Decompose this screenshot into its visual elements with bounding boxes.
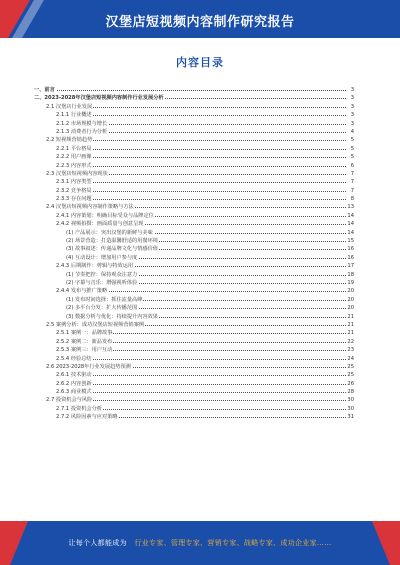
toc-entry-label: 2.7 投资机会与风险 xyxy=(46,397,93,404)
toc-entry[interactable] xyxy=(34,396,354,404)
toc-entry[interactable] xyxy=(34,254,354,262)
toc-leader-dots xyxy=(56,191,346,192)
toc-entry-label: 2.7.1 投资机会分析 xyxy=(56,405,102,412)
toc-leader-dots xyxy=(56,359,346,360)
toc-page-number: 20 xyxy=(347,288,354,295)
toc-entry-label: 2.2.2 用户画像 xyxy=(56,154,92,161)
toc-page-number: 5 xyxy=(350,154,354,161)
toc-page-number: 16 xyxy=(347,254,354,261)
toc-page-number: 16 xyxy=(347,246,354,253)
toc-leader-dots xyxy=(56,182,346,183)
toc-entry-label: 2.7.2 风险因素与应对策略 xyxy=(56,414,118,421)
toc-entry[interactable] xyxy=(34,136,354,144)
toc-leader-dots xyxy=(56,115,346,116)
toc-entry[interactable] xyxy=(34,111,354,119)
toc-page-number: 25 xyxy=(347,363,354,370)
toc-entry-label: 2.3.1 内容类型 xyxy=(56,179,92,186)
toc-entry[interactable] xyxy=(34,346,354,354)
toc-page-number: 30 xyxy=(347,405,354,412)
toc-page-number: 3 xyxy=(350,120,354,127)
toc-page-number: 25 xyxy=(347,372,354,379)
toc-page-number: 3 xyxy=(350,95,354,102)
toc-page-number: 24 xyxy=(347,355,354,362)
toc-page-number: 4 xyxy=(350,128,354,135)
toc-entry-label: 2.2.1 平台格局 xyxy=(56,145,92,152)
toc-entry[interactable] xyxy=(34,195,354,203)
toc-entry-label: 2.6.2 内容创新 xyxy=(56,380,92,387)
toc-leader-dots xyxy=(56,392,346,393)
toc-page-number: 15 xyxy=(347,238,354,245)
toc-page-number: 19 xyxy=(347,279,354,286)
toc-page-number: 26 xyxy=(347,380,354,387)
toc-page-number: 20 xyxy=(347,305,354,312)
toc-page-number: 31 xyxy=(347,414,354,421)
toc-entry-label: 2.5.3 案例三：用户互动 xyxy=(56,347,113,354)
toc-entry-label: 2.1.2 市场规模与增长 xyxy=(56,120,108,127)
toc-entry[interactable] xyxy=(34,212,354,220)
toc-entry[interactable] xyxy=(34,153,354,161)
toc-page-number: 21 xyxy=(347,313,354,320)
toc-entry[interactable] xyxy=(34,380,354,388)
toc-page-number: 28 xyxy=(347,389,354,396)
toc-entry-label: 2.6.3 商业模式 xyxy=(56,389,92,396)
toc-entry-label: 2.3.3 存在问题 xyxy=(56,196,92,203)
toc-entry-label: 2.2 短视频营销趋势 xyxy=(46,137,93,144)
toc-entry[interactable] xyxy=(34,162,354,170)
footer-slogan xyxy=(0,538,400,548)
toc-entry[interactable] xyxy=(34,145,354,153)
toc-entry[interactable] xyxy=(34,245,354,253)
toc-leader-dots xyxy=(56,149,346,150)
toc-entry[interactable] xyxy=(34,203,354,211)
toc-page-number: 18 xyxy=(347,271,354,278)
toc-entry-label: 2.1 汉堡店行业发展 xyxy=(46,103,93,110)
toc-entry[interactable] xyxy=(34,178,354,186)
toc-leader-dots xyxy=(56,157,346,158)
toc-entry[interactable] xyxy=(34,170,354,178)
toc-entry[interactable] xyxy=(34,120,354,128)
toc-page-number: 3 xyxy=(350,112,354,119)
toc-entry-label: 2.4 汉堡店短视频内容制作策略与方法 xyxy=(46,204,134,211)
toc-entry[interactable] xyxy=(34,187,354,195)
toc-entry-label: 二、2023-2028年汉堡店短视频内容制作行业发展分析 xyxy=(34,95,164,102)
toc-page-number: 21 xyxy=(347,321,354,328)
report-title: 汉堡店短视频内容制作研究报告 xyxy=(105,15,295,30)
toc-page-number: 14 xyxy=(347,221,354,228)
toc-page-number: 7 xyxy=(350,170,354,177)
toc-entry-label: 2.4.3 后期制作：剪辑与特效运用 xyxy=(56,263,134,270)
toc-entry[interactable] xyxy=(34,313,354,321)
toc-entry[interactable] xyxy=(34,287,354,295)
toc-page-number: 23 xyxy=(347,347,354,354)
toc-entry-label: (2) 多平台分发：扩大传播范围 xyxy=(66,305,138,312)
toc-entry-label: 一、前言 xyxy=(34,87,55,93)
toc-entry-label: 2.1.1 行业概述 xyxy=(56,112,92,119)
toc-entry[interactable] xyxy=(34,262,354,270)
toc-entry-label: 2.5.1 案例一：品牌故事 xyxy=(56,330,113,337)
toc-page-number: 7 xyxy=(350,179,354,186)
toc-entry-label: (3) 数据分析与优化：持续提升内容效果 xyxy=(66,313,158,320)
footer-lead: 让每个人都能成为 xyxy=(68,539,127,547)
toc-entry[interactable] xyxy=(34,94,354,102)
toc-entry[interactable] xyxy=(34,413,354,421)
toc-entry[interactable] xyxy=(34,304,354,312)
toc-page-number: 17 xyxy=(347,263,354,270)
toc-entry-label: 2.5.2 案例二：新品发布 xyxy=(56,338,113,345)
toc-entry-label: 2.3 汉堡店短视频内容现状 xyxy=(46,170,108,177)
toc-entry[interactable] xyxy=(34,355,354,363)
toc-entry[interactable] xyxy=(34,279,354,287)
toc-page-number: 5 xyxy=(350,145,354,152)
toc-page-number: 5 xyxy=(350,137,354,144)
toc-page-number: 13 xyxy=(347,204,354,211)
toc-page-number: 30 xyxy=(347,397,354,404)
toc-entry-label: 2.1.3 消费者行为分析 xyxy=(56,128,108,135)
toc-entry-label: (1) 产品展示：突出汉堡的新鲜与美味 xyxy=(66,229,153,236)
toc-entry[interactable] xyxy=(34,271,354,279)
toc-entry[interactable] xyxy=(34,388,354,396)
toc-entry-label: (4) 互动设计：增加用户参与度 xyxy=(66,254,138,261)
toc-leader-dots xyxy=(34,90,346,91)
report-header xyxy=(0,0,400,38)
report-footer xyxy=(0,521,400,565)
toc-page-number: 20 xyxy=(347,296,354,303)
toc-entry[interactable] xyxy=(34,321,354,329)
toc-entry-label: 2.4.1 内容策划：明确目标受众与品牌定位 xyxy=(56,212,154,219)
page-title: 内容目录 xyxy=(176,56,224,69)
toc-page-number: 7 xyxy=(350,187,354,194)
toc-entry[interactable] xyxy=(34,86,354,94)
toc-entry[interactable] xyxy=(34,128,354,136)
toc-entry-label: 2.4.4 发布与推广策略 xyxy=(56,288,108,295)
toc-entry-label: (2) 字幕与音乐：增强视听体验 xyxy=(66,279,138,286)
toc-entry-label: 2.3.2 竞争格局 xyxy=(56,187,92,194)
toc-page-number: 21 xyxy=(347,330,354,337)
toc-page-number: 3 xyxy=(350,103,354,110)
toc-entry-label: 2.6.1 技术驱动 xyxy=(56,372,92,379)
toc-page-number: 14 xyxy=(347,212,354,219)
toc-leader-dots xyxy=(56,384,346,385)
toc-entry[interactable] xyxy=(34,229,354,237)
toc-entry[interactable] xyxy=(34,371,354,379)
toc-leader-dots xyxy=(56,199,346,200)
toc-page-number: 14 xyxy=(347,229,354,236)
toc-entry-label: 2.4.2 视频拍摄：画面质量与创意呈现 xyxy=(56,221,144,228)
toc-entry[interactable] xyxy=(34,329,354,337)
toc-entry-label: (3) 故事叙述：传递品牌文化与情感价值 xyxy=(66,246,158,253)
toc-entry[interactable] xyxy=(34,103,354,111)
toc-entry[interactable] xyxy=(34,363,354,371)
toc-entry-label: 2.6 2023-2028年行业发展趋势预测 xyxy=(46,363,131,370)
toc-entry-label: 2.5.4 经验总结 xyxy=(56,355,92,362)
toc-entry[interactable] xyxy=(34,220,354,228)
toc-entry[interactable] xyxy=(34,338,354,346)
toc-page-number: 3 xyxy=(350,87,354,93)
toc-entry-label: (1) 发布时间选择：抓住流量高峰 xyxy=(66,296,143,303)
footer-roles: 行业专家、管理专家、营销专家、战略专家、成功企业家…… xyxy=(134,539,332,547)
toc-entry-label: 2.5 案例分析：成功汉堡店短视频营销案例 xyxy=(46,321,145,328)
table-of-contents xyxy=(34,86,354,422)
toc-page-number: 8 xyxy=(350,196,354,203)
toc-entry[interactable] xyxy=(34,237,354,245)
toc-page-number: 6 xyxy=(350,162,354,169)
toc-entry-label: (1) 节奏把控：保持观众注意力 xyxy=(66,271,138,278)
toc-page-number: 22 xyxy=(347,338,354,345)
toc-entry-label: 2.2.3 内容形式 xyxy=(56,162,92,169)
toc-entry-label: (2) 场景营造：打造温馨舒适的用餐环境 xyxy=(66,238,158,245)
toc-leader-dots xyxy=(56,166,346,167)
toc-leader-dots xyxy=(56,375,346,376)
toc-entry[interactable] xyxy=(34,296,354,304)
toc-entry[interactable] xyxy=(34,405,354,413)
